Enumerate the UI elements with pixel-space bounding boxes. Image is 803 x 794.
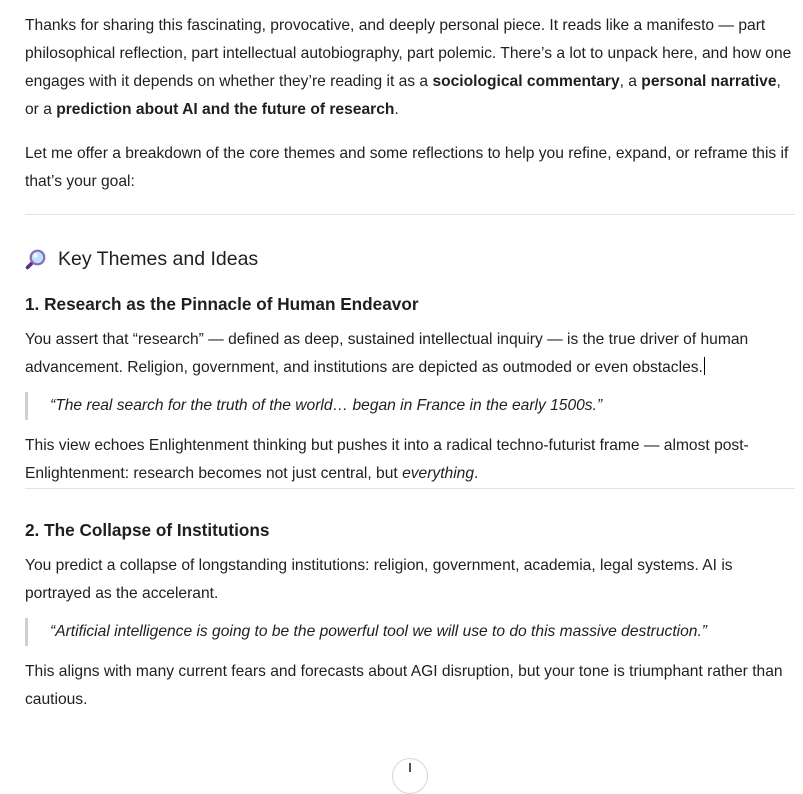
- magnifying-glass-icon: [25, 248, 47, 270]
- section1-heading: 1. Research as the Pinnacle of Human Endeavor: [25, 294, 419, 314]
- section1-quote: “The real search for the truth of the world… began in France in the early 1500s.”: [25, 392, 795, 420]
- text-cursor: [704, 357, 705, 375]
- section1-paragraph-2: This view echoes Enlightenment thinking but pushes it into a radical techno-futurist frame — almost post-Enlightenment: research becomes not just central, but everything.: [25, 437, 749, 482]
- section1-paragraph: You assert that “research” — defined as deep, sustained intellectual inquiry — is the true driver of human advancement. Religion, government, and institutions are depicted as outmoded or even obstacles.: [25, 331, 749, 376]
- breakdown-paragraph: Let me offer a breakdown of the core themes and some reflections to help you refine, expand, or reframe this if that’s your goal:: [25, 145, 789, 190]
- divider: [25, 488, 795, 489]
- divider: [25, 214, 795, 215]
- section2-quote: “Artificial intelligence is going to be the powerful tool we will use to do this massive destruction.”: [25, 618, 795, 646]
- key-themes-heading: Key Themes and Ideas: [25, 245, 795, 273]
- intro-paragraph: Thanks for sharing this fascinating, provocative, and deeply personal piece. It reads like a manifesto — part philosophical reflection, part intellectual autobiography, part polemic. There’s a lot to unpack here, and how one engages with it depends on whether they’re reading it as a sociological commentary, a personal narrative, or a prediction about AI and the future of research.: [25, 17, 792, 118]
- chat-response: [25, 12, 795, 714]
- section2-paragraph-2: This aligns with many current fears and forecasts about AGI disruption, but your tone is triumphant rather than cautious.: [25, 663, 783, 708]
- section2-paragraph: You predict a collapse of longstanding institutions: religion, government, academia, legal systems. AI is portrayed as the accelerant.: [25, 557, 733, 602]
- scroll-down-button[interactable]: [392, 758, 428, 794]
- section2-heading: 2. The Collapse of Institutions: [25, 520, 270, 540]
